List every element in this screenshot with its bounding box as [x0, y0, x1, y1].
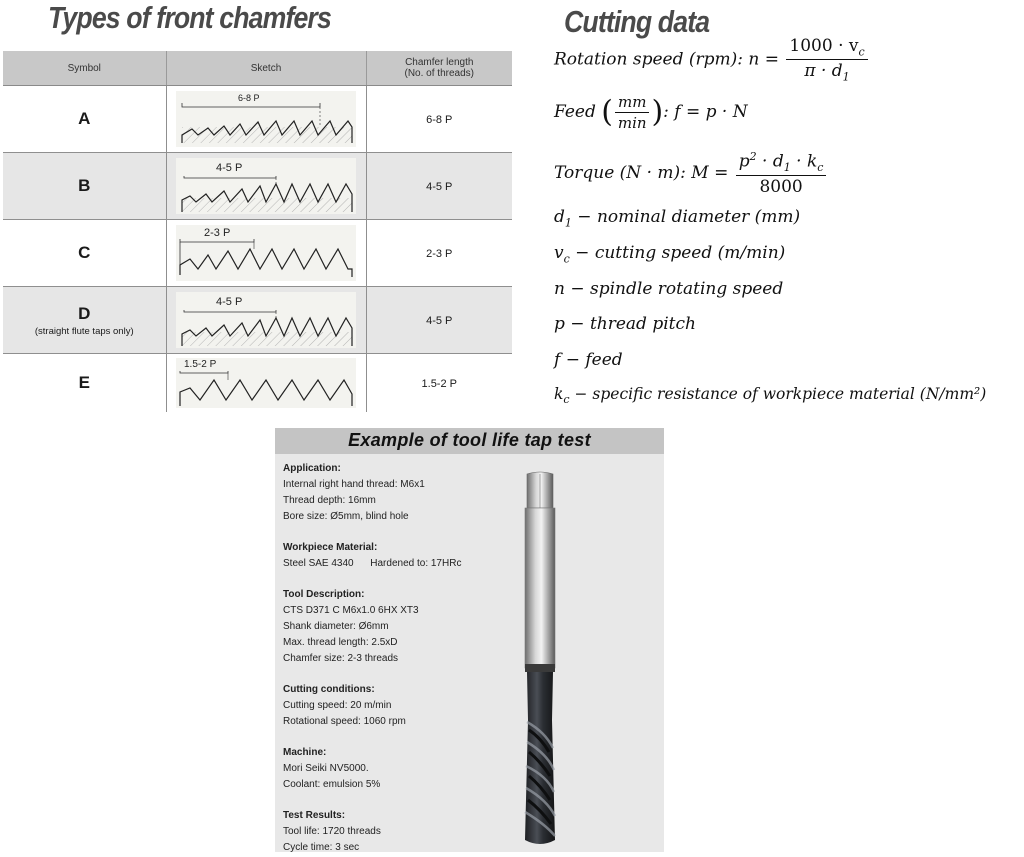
torque-formula	[554, 150, 828, 197]
tap-tool-image	[505, 470, 575, 848]
rotation-denominator: π · d	[804, 61, 843, 82]
length-cell	[366, 287, 512, 354]
header-chamfer-length: Chamfer length (No. of threads)	[366, 51, 512, 86]
definition-p	[554, 314, 696, 334]
symbol-cell	[3, 354, 166, 413]
thread-profile-sketch	[176, 358, 356, 408]
tool-life-panel	[275, 428, 664, 852]
thread-profile-sketch	[176, 225, 356, 281]
def-symbol: n	[554, 279, 565, 299]
chamfer-length: 2-3 P	[426, 248, 453, 260]
def-text: − cutting speed (m/min)	[569, 243, 786, 263]
detail-line: Coolant: emulsion 5%	[283, 779, 381, 790]
detail-line: Thread depth: 16mm	[283, 495, 376, 506]
rotation-label: Rotation speed (rpm): n =	[554, 49, 779, 70]
section-cutting-conditions	[283, 682, 513, 730]
thread-profile-sketch	[176, 91, 356, 147]
chamfer-types-title: Types of front chamfers	[48, 0, 331, 35]
sketch-cell	[166, 220, 366, 287]
definition-vc	[554, 243, 785, 265]
chamfer-sketch	[176, 225, 356, 281]
def-symbol: p	[554, 314, 565, 334]
thread-profile-sketch	[176, 158, 356, 214]
rotation-denominator-sub: 1	[842, 70, 850, 84]
detail-line: Internal right hand thread: M6x1	[283, 479, 425, 490]
def-symbol: k	[554, 385, 564, 403]
chamfer-symbol: B	[78, 176, 91, 195]
sketch-cell	[166, 287, 366, 354]
sketch-cell	[166, 153, 366, 220]
section-heading: Test Results:	[283, 810, 346, 821]
detail-line: Mori Seiki NV5000.	[283, 763, 369, 774]
chamfer-row-b	[3, 153, 512, 220]
length-cell	[366, 220, 512, 287]
torque-d-sub: 1	[783, 161, 791, 175]
def-text: − thread pitch	[564, 314, 696, 334]
definition-kc	[554, 385, 986, 406]
sketch-cell	[166, 354, 366, 413]
chamfer-sketch	[176, 158, 356, 214]
symbol-cell	[3, 153, 166, 220]
rotation-numerator: 1000 · v	[789, 36, 859, 56]
def-symbol-sub: c	[563, 393, 570, 407]
chamfer-sketch	[176, 91, 356, 147]
section-heading: Tool Description:	[283, 589, 365, 600]
chamfer-row-e	[3, 354, 512, 413]
feed-unit-denominator: min	[617, 114, 647, 132]
feed-rhs: : f = p · N	[663, 102, 748, 122]
rotation-numerator-sub: c	[858, 45, 865, 59]
chamfer-table	[3, 51, 512, 412]
chamfer-length: 6-8 P	[426, 114, 453, 126]
sketch-label: 4-5 P	[216, 162, 243, 174]
symbol-cell	[3, 287, 166, 354]
chamfer-length: 4-5 P	[426, 315, 453, 327]
torque-p: p	[738, 151, 750, 172]
section-application	[283, 461, 513, 525]
section-workpiece-material	[283, 540, 513, 572]
detail-line: Max. thread length: 2.5xD	[283, 637, 398, 648]
def-text: − spindle rotating speed	[564, 279, 784, 299]
torque-k-sub: c	[817, 161, 824, 175]
chamfer-table-header	[3, 51, 512, 86]
sketch-cell	[166, 86, 366, 153]
detail-line: Chamfer size: 2-3 threads	[283, 653, 399, 664]
torque-d: · d	[756, 151, 784, 172]
torque-p-sup: 2	[749, 150, 757, 163]
section-heading: Machine:	[283, 747, 327, 758]
section-test-results	[283, 808, 513, 856]
sketch-label: 4-5 P	[216, 296, 243, 308]
section-heading: Application:	[283, 463, 341, 474]
detail-line: CTS D371 C M6x1.0 6HX XT3	[283, 605, 419, 616]
section-tool-description	[283, 587, 513, 667]
chamfer-symbol: C	[78, 243, 91, 262]
sketch-label: 2-3 P	[204, 227, 231, 239]
feed-label: Feed	[554, 102, 596, 122]
chamfer-row-c	[3, 220, 512, 287]
section-machine	[283, 745, 513, 793]
chamfer-length: 4-5 P	[426, 181, 453, 193]
def-symbol-sub: 1	[564, 216, 572, 230]
feed-unit-numerator: mm	[615, 93, 649, 113]
header-symbol: Symbol	[3, 51, 166, 86]
length-cell	[366, 86, 512, 153]
chamfer-symbol: A	[78, 109, 91, 128]
torque-denominator: 8000	[759, 177, 803, 198]
chamfer-length: 1.5-2 P	[421, 378, 457, 390]
torque-k: · k	[790, 151, 818, 172]
detail-line: Cycle time: 3 sec	[283, 842, 360, 853]
chamfer-symbol: E	[78, 373, 90, 392]
chamfer-sketch	[176, 358, 356, 408]
chamfer-symbol-note: (straight flute taps only)	[34, 325, 134, 337]
tool-life-details	[283, 461, 513, 856]
definition-d1	[554, 207, 800, 229]
length-cell	[366, 153, 512, 220]
detail-line: Rotational speed: 1060 rpm	[283, 716, 406, 727]
cutting-data-title: Cutting data	[564, 4, 710, 39]
detail-line: Bore size: Ø5mm, blind hole	[283, 511, 409, 522]
thread-profile-sketch	[176, 292, 356, 348]
torque-label: Torque (N · m): M =	[554, 163, 729, 184]
def-text: − nominal diameter (mm)	[571, 207, 801, 227]
def-symbol: f	[554, 350, 561, 370]
chamfer-row-a	[3, 86, 512, 153]
section-heading: Cutting conditions:	[283, 684, 375, 695]
def-symbol: v	[554, 243, 564, 263]
def-text: − specific resistance of workpiece material (N/mm²)	[569, 385, 987, 403]
symbol-cell	[3, 220, 166, 287]
definition-f	[554, 350, 623, 370]
chamfer-row-d	[3, 287, 512, 354]
symbol-cell	[3, 86, 166, 153]
sketch-label: 6-8 P	[238, 93, 260, 103]
chamfer-symbol: D	[78, 303, 91, 323]
rotation-speed-formula	[554, 36, 870, 84]
length-cell	[366, 354, 512, 413]
detail-line: Steel SAE 4340 Hardened to: 17HRc	[283, 558, 462, 569]
def-symbol: d	[554, 207, 565, 227]
def-symbol-sub: c	[563, 252, 570, 266]
detail-line: Tool life: 1720 threads	[283, 826, 381, 837]
header-sketch: Sketch	[166, 51, 366, 86]
sketch-label: 1.5-2 P	[184, 359, 217, 370]
definition-n	[554, 279, 783, 299]
section-heading: Workpiece Material:	[283, 542, 378, 553]
chamfer-sketch	[176, 292, 356, 348]
detail-line: Cutting speed: 20 m/min	[283, 700, 392, 711]
tool-life-title: Example of tool life tap test	[348, 430, 591, 450]
def-text: − feed	[560, 350, 623, 370]
detail-line: Shank diameter: Ø6mm	[283, 621, 389, 632]
feed-formula: Feed ( $\frac{mm}{\min}$ ): f = p · N	[554, 93, 748, 132]
